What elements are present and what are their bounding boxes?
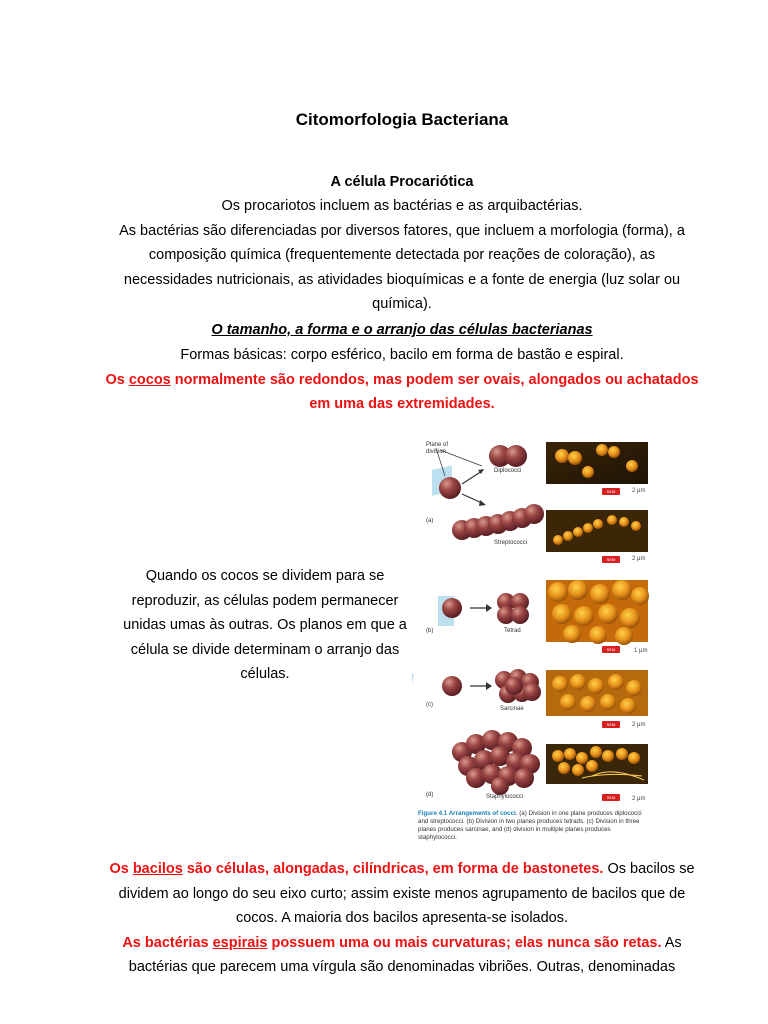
streptococci-chain	[452, 504, 544, 540]
bacilos-line-1	[100, 857, 704, 882]
sem-badge: SEM	[602, 646, 620, 653]
panel-a	[432, 445, 544, 540]
sem-badge: SEM	[602, 794, 620, 801]
section-paragraph-formas	[100, 343, 704, 417]
sem-badge: SEM	[602, 556, 620, 563]
coccus-cell	[439, 477, 461, 499]
panel-letter-b: (b)	[426, 628, 434, 634]
espirais-red-text: possuem uma ou mais curvaturas; elas nunca são retas.	[267, 934, 662, 951]
panel-letter-c: (c)	[426, 702, 433, 708]
paragraph-line: necessidades nutricionais, as atividades bioquímicas e a fonte de energia (luz solar ou	[123, 271, 681, 288]
espirais-black-text: As	[661, 934, 682, 951]
sem-badge: SEM	[602, 721, 620, 728]
plane-label-line: Plane of	[426, 442, 449, 448]
side-text-line: reproduzir, as células podem permanecer	[131, 592, 399, 609]
panel-c	[412, 669, 541, 703]
scale-bar-label: 2 μm	[632, 488, 646, 494]
label-staphylococci: Staphylococci	[486, 794, 524, 800]
paragraph-line: química).	[372, 296, 432, 312]
paragraph-line: As bactérias são diferenciadas por diversos fatores, que incluem a morfologia (forma), a	[119, 222, 685, 239]
paragraph-line: composição química (frequentemente detectada por reações de coloração), as	[148, 247, 656, 263]
sem-photo-sarcinae	[546, 670, 648, 716]
sem-photo-staphylococci	[546, 744, 648, 784]
division-plane	[412, 674, 414, 698]
side-text-line: unidas umas às outras. Os planos em que a	[123, 617, 407, 633]
cocos-word: cocos	[128, 371, 171, 388]
coccus-cell	[442, 598, 462, 618]
scale-bar-label: 2 μm	[632, 796, 646, 802]
cocos-rest: normalmente são redondos, mas podem ser ovais, alongados ou achatados	[170, 371, 699, 388]
side-text-line: Quando os cocos se dividem para se	[145, 568, 385, 584]
section-heading-tamanho-forma: O tamanho, a forma e o arranjo das células bacterianas	[211, 322, 593, 338]
espirais-prefix: As bactérias	[122, 934, 213, 951]
label-streptococci: Streptococci	[494, 540, 528, 546]
bacilos-red-text: são células, alongadas, cilíndricas, em forma de bastonetes.	[182, 861, 604, 877]
bacilos-prefix: Os	[109, 861, 133, 877]
section-paragraph-bacilos-espirais	[100, 857, 704, 980]
sem-photo-tetrad	[546, 580, 649, 645]
side-text-line: célula se divide determinam o arranjo das	[130, 641, 400, 658]
plane-label-line: division	[426, 449, 447, 455]
page-title: Citomorfologia Bacteriana	[295, 110, 509, 129]
sem-badge: SEM	[602, 488, 620, 495]
label-diplococci: Diplococci	[494, 468, 522, 474]
bacilos-line-2: dividem ao longo do seu eixo curto; assim existe menos agrupamento de bacilos que de	[118, 885, 686, 902]
diplococcus-cell	[505, 445, 527, 467]
scale-bar-label: 2 μm	[632, 556, 646, 562]
section-heading-procariotica: A célula Procariótica	[330, 174, 474, 190]
scale-bar-label: 1 μm	[634, 648, 648, 654]
panel-letter-d: (d)	[426, 792, 434, 798]
cocos-prefix: Os	[105, 371, 129, 388]
caption-title: Figure 4.1 Arrangements of cocci.	[418, 810, 518, 817]
label-tetrad: Tetrad	[504, 628, 521, 634]
cocos-line-2: em uma das extremidades.	[309, 396, 495, 412]
espirais-word: espirais	[212, 934, 268, 951]
cocos-line-1	[100, 368, 704, 393]
label-sarcinae: Sarcinae	[500, 706, 524, 712]
espirais-line-2: bactérias que parecem uma vírgula são denominadas vibriões. Outras, denominadas	[128, 959, 676, 975]
bacilos-black-text: Os bacilos se	[603, 861, 695, 877]
side-text-line: células.	[240, 666, 290, 682]
figure-cocci-arrangements	[412, 436, 656, 854]
side-text-cocos-division	[110, 564, 420, 687]
espirais-line-1	[100, 931, 704, 956]
panel-letter-a: (a)	[426, 518, 434, 524]
caption-text: (a) Division in one plane produces diplococci and streptococci. (b) Division in two planes produces tetrads. (c) Division in three planes produces sarcinae, and (d) division in multiple planes produces staphylococci.	[418, 810, 642, 841]
sem-photo-diplococci	[546, 442, 648, 484]
panel-d	[452, 730, 540, 795]
basic-forms-line: Formas básicas: corpo esférico, bacilo em forma de bastão e espiral.	[180, 347, 624, 363]
bacilos-line-3: cocos. A maioria dos bacilos apresenta-se isolados.	[235, 910, 569, 926]
section-paragraph-procariotica	[100, 194, 704, 317]
coccus-cell	[442, 676, 462, 696]
sem-photo-streptococci	[546, 510, 648, 552]
panel-b	[438, 593, 529, 626]
scale-bar-label: 2 μm	[632, 722, 646, 728]
figure-caption	[418, 810, 650, 842]
paragraph-line: Os procariotos incluem as bactérias e as arquibactérias.	[221, 198, 583, 214]
bacilos-word: bacilos	[132, 861, 183, 877]
plane-of-division-label	[426, 442, 448, 456]
